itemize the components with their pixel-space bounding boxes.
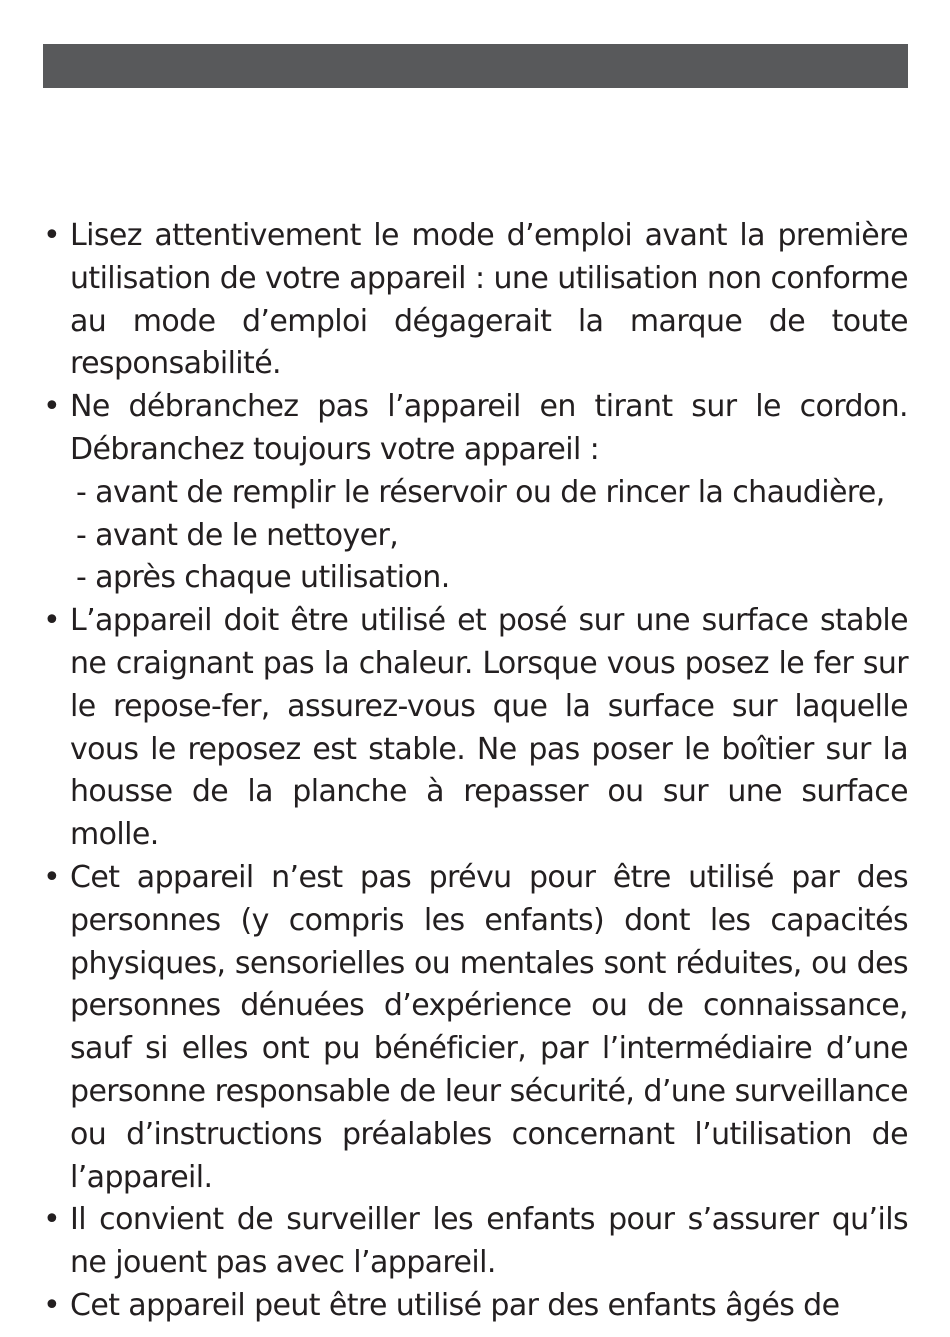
bullet-icon: • (43, 1202, 61, 1238)
list-item (43, 386, 908, 472)
bullet-icon: • (43, 859, 61, 895)
list-item (43, 1285, 908, 1328)
item-text: Lisez attentivement le mode d’emploi avant la première utilisation de votre appareil : une utilisation non conforme au mode d’emploi dégagerait la marque de toute responsabilité. (70, 218, 908, 382)
item-text: Ne débranchez pas l’appareil en tirant sur le cordon. Débranchez toujours votre appareil : (70, 389, 908, 467)
sub-list-item: - avant de le nettoyer, (76, 517, 399, 553)
list-item (43, 1199, 908, 1285)
list-item (43, 600, 908, 857)
safety-instructions (43, 215, 908, 1328)
bullet-icon: • (43, 603, 61, 639)
sub-list-item: - avant de remplir le réservoir ou de rincer la chaudière, (76, 474, 885, 510)
item-text: L’appareil doit être utilisé et posé sur une surface stable ne craignant pas la chaleur. Lorsque vous posez le fer sur le repose-fer, assurez-vous que la surface sur laquelle vous le reposez est stable. Ne pas poser le boîtier sur la housse de la planche à repasser ou sur une surface molle. (70, 603, 908, 853)
sub-list-item: - après chaque utilisation. (76, 560, 450, 596)
header-bar (43, 44, 908, 88)
item-text: Cet appareil n’est pas prévu pour être utilisé par des personnes (y compris les enfants) dont les capacités physiques, sensorielles ou mentales sont réduites, ou des personnes dénuées d’expérience ou de connaissance, sauf si elles ont pu bénéficier, par l’intermédiaire d’une personne responsable de leur sécurité, d’une surveillance ou d’instructions préalables concernant l’utilisation de l’appareil. (70, 859, 908, 1195)
item-text: Il convient de surveiller les enfants pour s’assurer qu’ils ne jouent pas avec l’appareil. (70, 1202, 908, 1281)
bullet-icon: • (43, 1287, 61, 1323)
list-item (43, 215, 908, 386)
bullet-icon: • (43, 218, 61, 253)
bullet-icon: • (43, 389, 61, 425)
list-item (43, 857, 908, 1199)
item-text: Cet appareil peut être utilisé par des enfants âgés de (70, 1287, 840, 1323)
